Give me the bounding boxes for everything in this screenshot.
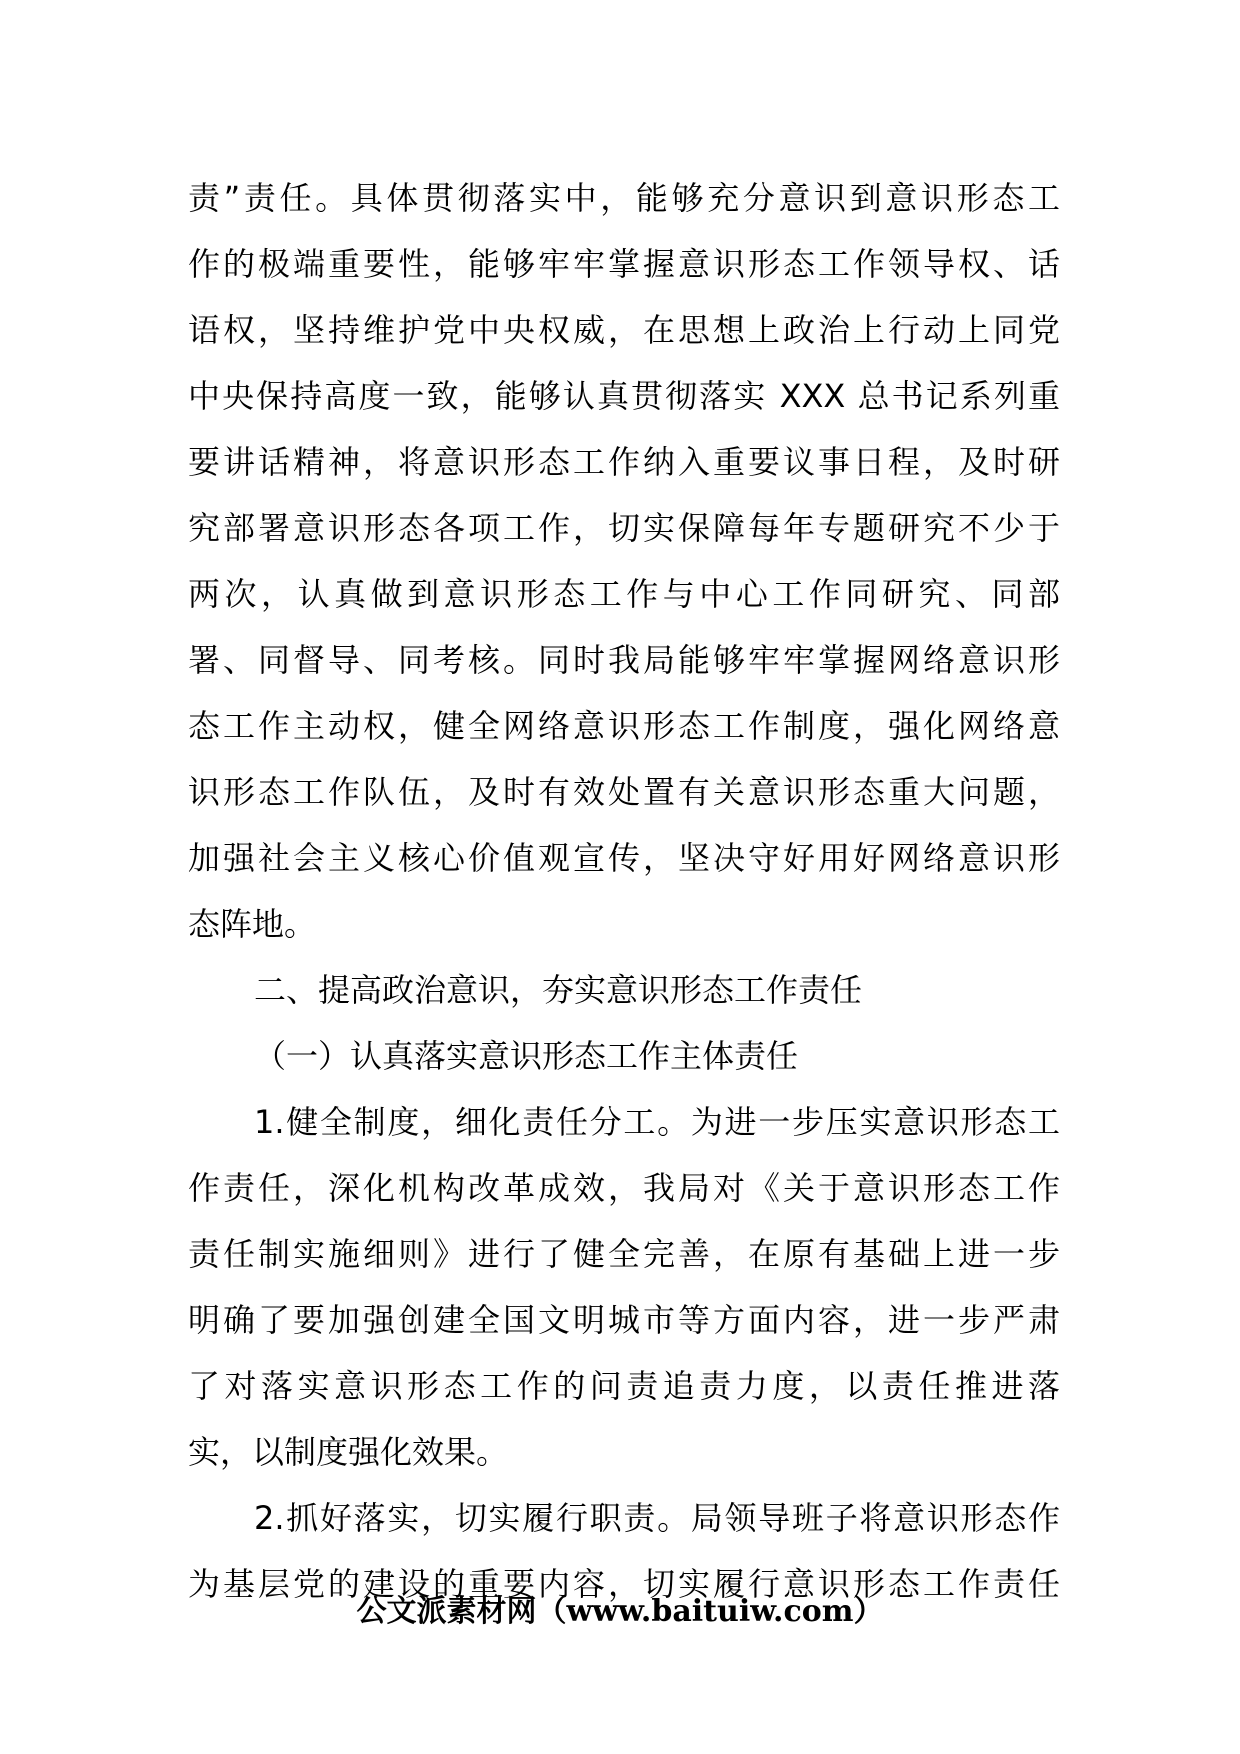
body-line: 2.抓好落实，切实履行职责。局领导班子将意识形态作 xyxy=(254,1499,1060,1537)
body-line: 1.健全制度，细化责任分工。为进一步压实意识形态工 xyxy=(254,1103,1060,1141)
body-line: 署、同督导、同考核。同时我局能够牢牢掌握网络意识形 xyxy=(188,641,1060,679)
subsection-heading: （一）认真落实意识形态工作主体责任 xyxy=(254,1037,799,1075)
body-line: 实，以制度强化效果。 xyxy=(188,1433,509,1471)
body-line: 作的极端重要性，能够牢牢掌握意识形态工作领导权、话 xyxy=(188,245,1060,283)
body-line: 语权，坚持维护党中央权威，在思想上政治上行动上同党 xyxy=(188,311,1060,349)
body-line: 责任制实施细则》进行了健全完善，在原有基础上进一步 xyxy=(188,1235,1060,1273)
body-line: 两次，认真做到意识形态工作与中心工作同研究、同部 xyxy=(188,575,1060,613)
body-line: 要讲话精神，将意识形态工作纳入重要议事日程，及时研 xyxy=(188,443,1060,481)
body-line: 为基层党的建设的重要内容，切实履行意识形态工作责任 xyxy=(188,1565,1060,1603)
section-heading: 二、提高政治意识，夯实意识形态工作责任 xyxy=(254,971,863,1009)
body-line: 究部署意识形态各项工作，切实保障每年专题研究不少于 xyxy=(188,509,1060,547)
body-line: 责”责任。具体贯彻落实中，能够充分意识到意识形态工 xyxy=(188,179,1060,217)
body-line: 态阵地。 xyxy=(188,905,317,943)
body-line: 了对落实意识形态工作的问责追责力度，以责任推进落 xyxy=(188,1367,1060,1405)
body-line: 明确了要加强创建全国文明城市等方面内容，进一步严肃 xyxy=(188,1301,1060,1339)
document-body xyxy=(188,165,1060,1617)
body-line: 作责任，深化机构改革成效，我局对《关于意识形态工作 xyxy=(188,1169,1060,1207)
body-line: 态工作主动权，健全网络意识形态工作制度，强化网络意 xyxy=(188,707,1060,745)
footer-watermark: 公文派素材网（www.baituiw.com） xyxy=(356,1594,884,1629)
body-line: 加强社会主义核心价值观宣传，坚决守好用好网络意识形 xyxy=(188,839,1060,877)
body-line: 识形态工作队伍，及时有效处置有关意识形态重大问题， xyxy=(188,773,1060,811)
body-line: 中央保持高度一致，能够认真贯彻落实 XXX 总书记系列重 xyxy=(188,377,1060,415)
